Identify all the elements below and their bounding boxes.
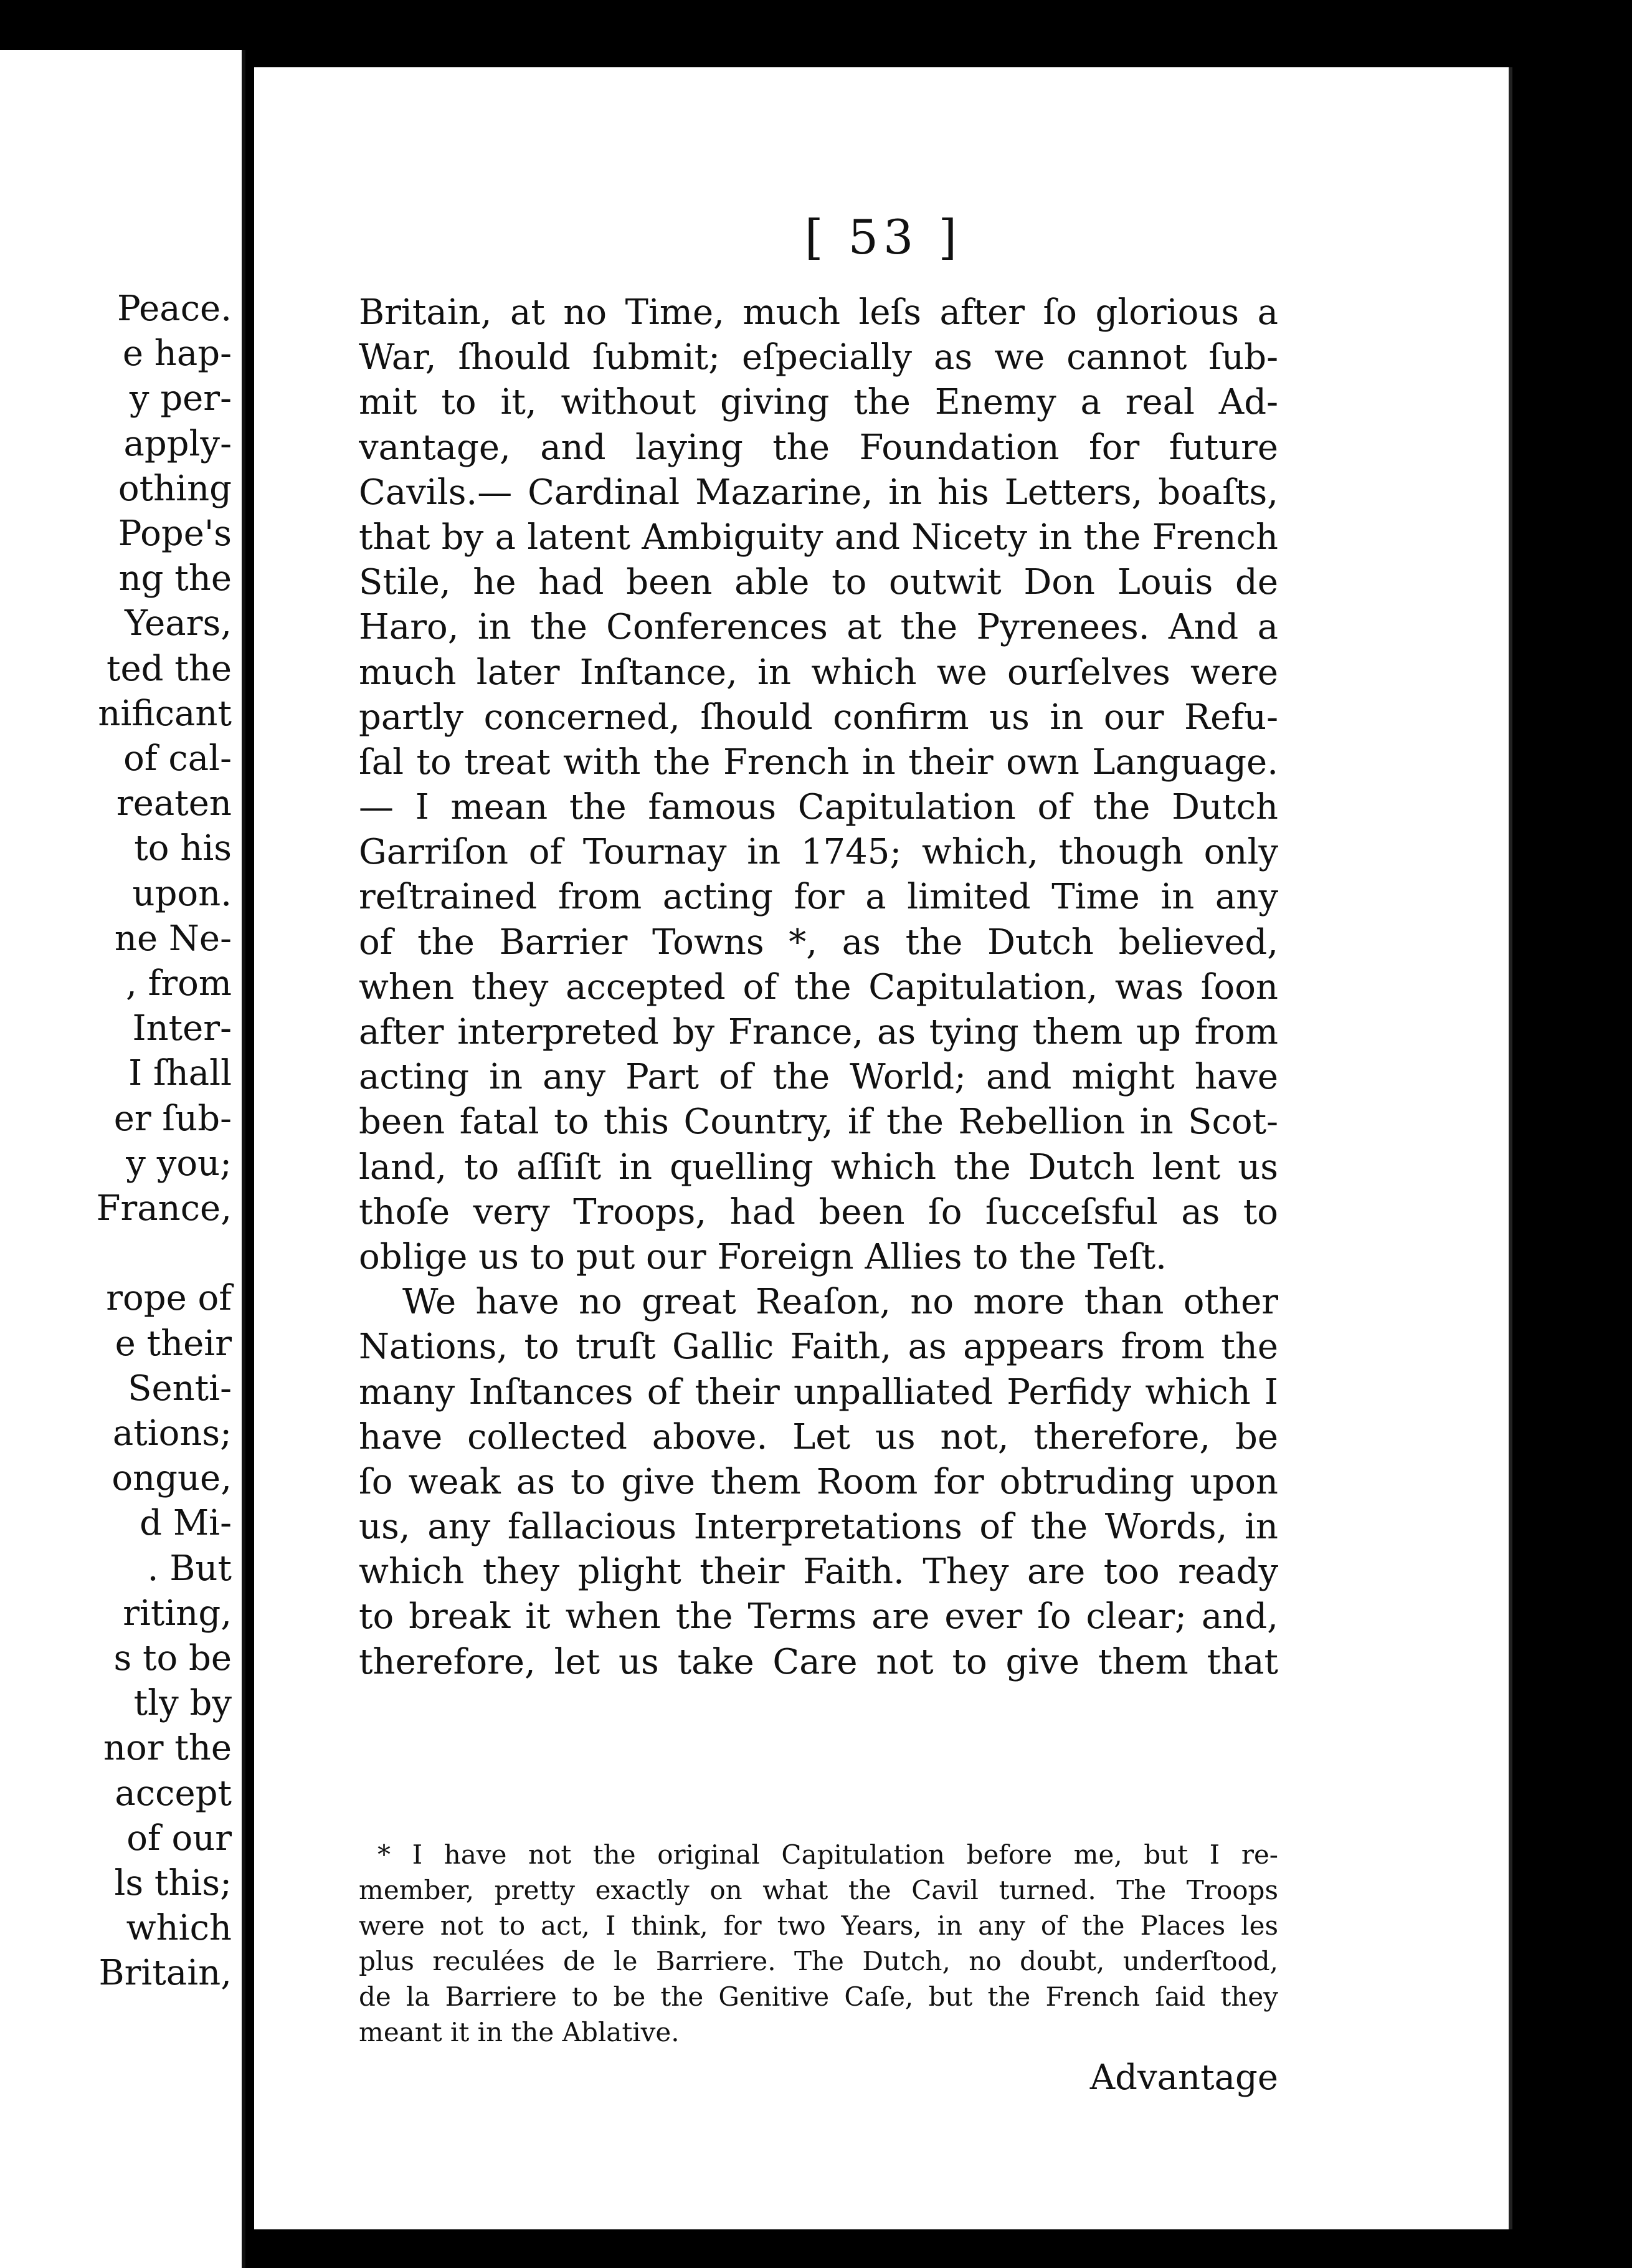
facing-page-line-fragment: er ſub- bbox=[113, 1098, 232, 1139]
facing-page-line-fragment: I ſhall bbox=[128, 1053, 232, 1094]
facing-page-line-fragment: y you; bbox=[126, 1143, 232, 1184]
footnote bbox=[359, 1837, 1278, 2050]
text-line: Stile, he had been able to outwit Don Louis de bbox=[359, 562, 1278, 603]
text-line: Nations, to truſt Gallic Faith, as appears from the bbox=[359, 1327, 1278, 1368]
text-line: when they accepted of the Capitulation, was ſoon bbox=[359, 966, 1278, 1008]
text-line: much later Inſtance, in which we ourſelves were bbox=[359, 652, 1278, 693]
facing-page-line-fragment: e hap- bbox=[122, 333, 232, 374]
facing-page-line-fragment: apply- bbox=[123, 423, 232, 464]
page-number: [ 53 ] bbox=[804, 209, 962, 265]
text-line: ſo weak as to give them Room for obtruding upon bbox=[359, 1461, 1278, 1502]
text-line: been fatal to this Country, if the Rebellion in Scot- bbox=[359, 1102, 1278, 1143]
footnote-line: meant it in the Ablative. bbox=[359, 2017, 680, 2047]
text-line: thoſe very Troops, had been ſo ſucceſsful as to bbox=[359, 1191, 1278, 1232]
text-line: mit to it, without giving the Enemy a real Ad- bbox=[359, 382, 1278, 423]
facing-page-line-fragment: s to be bbox=[113, 1638, 232, 1679]
facing-page-line-fragment: reaten bbox=[116, 783, 232, 824]
facing-page-fragment bbox=[0, 50, 245, 2268]
facing-page-line-fragment: rope of bbox=[106, 1278, 232, 1319]
text-line: us, any fallacious Interpretations of the Words, in bbox=[359, 1507, 1278, 1548]
facing-page-line-fragment: ted the bbox=[106, 648, 232, 689]
facing-page-line-fragment: tly by bbox=[133, 1683, 232, 1724]
text-line: that by a latent Ambiguity and Nicety in the French bbox=[359, 517, 1278, 558]
text-line: therefore, let us take Care not to give them that bbox=[359, 1641, 1278, 1682]
text-line: War, ſhould ſubmit; eſpecially as we cannot ſub- bbox=[359, 337, 1278, 378]
facing-page-line-fragment: upon. bbox=[132, 873, 232, 914]
text-line: We have no great Reaſon, no more than other bbox=[402, 1282, 1278, 1323]
text-line: Garriſon of Tournay in 1745; which, though only bbox=[359, 832, 1278, 873]
facing-page-line-fragment: France, bbox=[96, 1188, 232, 1229]
text-line: oblige us to put our Foreign Allies to the Teſt. bbox=[359, 1236, 1167, 1277]
book-page bbox=[254, 67, 1512, 2229]
facing-page-line-fragment: riting, bbox=[123, 1593, 232, 1634]
facing-page-line-fragment: ls this; bbox=[114, 1863, 232, 1904]
facing-page-line-fragment: y per- bbox=[129, 378, 232, 419]
footnote-line: de la Barriere to be the Genitive Caſe, but the French ſaid they bbox=[359, 1981, 1278, 2012]
facing-page-line-fragment: ations; bbox=[112, 1413, 232, 1454]
text-line: land, to aſſiſt in quelling which the Dutch lent us bbox=[359, 1146, 1278, 1188]
text-line: ſal to treat with the French in their own Language. bbox=[359, 741, 1278, 783]
text-line: to break it when the Terms are ever ſo clear; and, bbox=[359, 1596, 1278, 1637]
facing-page-line-fragment: Pope's bbox=[118, 513, 232, 554]
facing-page-line-fragment: Senti- bbox=[128, 1368, 232, 1409]
facing-page-line-fragment: ng the bbox=[118, 558, 232, 599]
text-line: — I mean the famous Capitulation of the Dutch bbox=[359, 787, 1278, 828]
facing-page-line-fragment: nificant bbox=[98, 693, 232, 734]
facing-page-line-fragment: ne Ne- bbox=[114, 918, 232, 959]
facing-page-line-fragment: , from bbox=[126, 963, 232, 1004]
facing-page-line-fragment: d Mi- bbox=[140, 1503, 232, 1544]
facing-page-line-fragment: ongue, bbox=[111, 1458, 232, 1499]
facing-page-line-fragment: which bbox=[126, 1908, 232, 1949]
footnote-line: plus reculées de le Barriere. The Dutch, no doubt, underſtood, bbox=[359, 1946, 1278, 1976]
facing-page-line-fragment: Britain, bbox=[98, 1953, 232, 1994]
text-line: many Inſtances of their unpalliated Perfidy which I bbox=[359, 1371, 1278, 1413]
text-line: vantage, and laying the Foundation for future bbox=[359, 427, 1278, 468]
facing-page-line-fragment: othing bbox=[118, 468, 232, 509]
text-line: Britain, at no Time, much leſs after ſo glorious a bbox=[359, 292, 1278, 333]
text-line: acting in any Part of the World; and might have bbox=[359, 1057, 1278, 1098]
facing-page-line-fragment: Years, bbox=[125, 603, 232, 644]
facing-page-line-fragment: e their bbox=[115, 1323, 232, 1364]
facing-page-line-fragment: Peace. bbox=[117, 288, 232, 329]
text-line: of the Barrier Towns *, as the Dutch believed, bbox=[359, 922, 1278, 963]
footnote-line: * I have not the original Capitulation before me, but I re- bbox=[377, 1839, 1278, 1870]
text-line: after interpreted by France, as tying them up from bbox=[359, 1012, 1278, 1052]
footnote-line: were not to act, I think, for two Years, in any of the Places les bbox=[359, 1910, 1278, 1941]
facing-page-line-fragment: of cal- bbox=[123, 738, 232, 779]
facing-page-line-fragment: accept bbox=[115, 1773, 232, 1814]
facing-page-line-fragment: of our bbox=[126, 1818, 232, 1859]
catchword: Advantage bbox=[1089, 2057, 1278, 2098]
text-line: reſtrained from acting for a limited Time in any bbox=[359, 877, 1278, 918]
text-line: have collected above. Let us not, therefore, be bbox=[359, 1416, 1278, 1457]
text-line: Cavils.— Cardinal Mazarine, in his Letters, boaſts, bbox=[359, 472, 1278, 513]
facing-page-line-fragment: . But bbox=[147, 1548, 232, 1589]
page-body-text bbox=[359, 290, 1278, 1685]
text-line: partly concerned, ſhould confirm us in our Refu- bbox=[359, 697, 1278, 738]
text-line: which they plight their Faith. They are too ready bbox=[359, 1551, 1278, 1593]
facing-page-line-fragment: Inter- bbox=[132, 1008, 232, 1049]
footnote-line: member, pretty exactly on what the Cavil turned. The Troops bbox=[359, 1875, 1278, 1905]
facing-page-line-fragment: nor the bbox=[103, 1728, 232, 1769]
text-line: Haro, in the Conferences at the Pyrenees. And a bbox=[359, 607, 1278, 648]
facing-page-line-fragment: to his bbox=[134, 828, 232, 869]
